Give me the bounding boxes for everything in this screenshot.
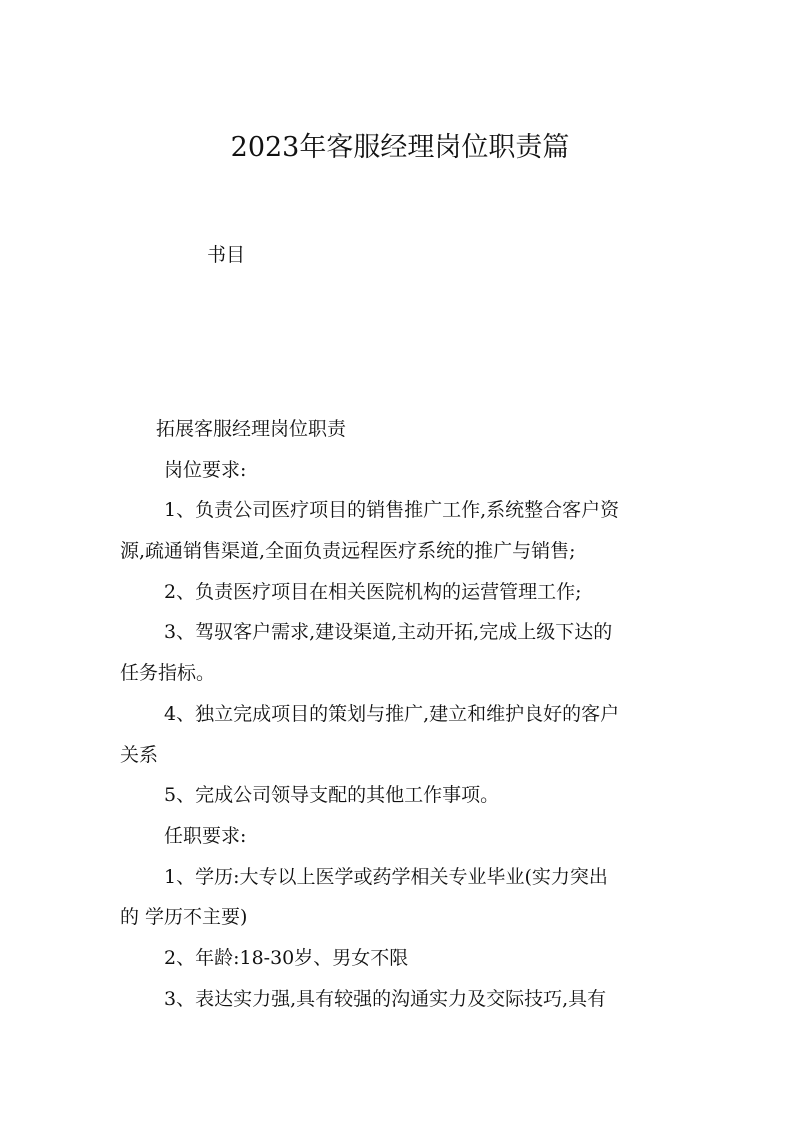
document-title: 2023年客服经理岗位职责篇 <box>230 132 570 163</box>
paragraph-line: 3、表达实力强,具有较强的沟通实力及交际技巧,具有 <box>164 987 607 1010</box>
paragraph-line: 源,疏通销售渠道,全面负责远程医疗系统的推广与销售; <box>120 540 576 563</box>
paragraph-line: 3、驾驭客户需求,建设渠道,主动开拓,完成上级下达的 <box>164 621 613 644</box>
paragraph-line: 1、学历:大专以上医学或药学相关专业毕业(实力突出 <box>164 865 608 888</box>
subsection-heading: 岗位要求: <box>164 458 247 481</box>
paragraph-line: 的 学历不主要) <box>120 906 248 929</box>
paragraph-line: 任务指标。 <box>120 662 216 685</box>
paragraph-line: 5、完成公司领导支配的其他工作事项。 <box>164 784 500 807</box>
paragraph-line: 1、负责公司医疗项目的销售推广工作,系统整合客户资 <box>164 499 620 522</box>
section-heading: 拓展客服经理岗位职责 <box>156 418 347 440</box>
subsection-heading: 任职要求: <box>164 824 247 847</box>
paragraph-line: 4、独立完成项目的策划与推广,建立和维护良好的客户 <box>164 702 620 725</box>
paragraph-line: 2、负责医疗项目在相关医院机构的运营管理工作; <box>164 580 582 603</box>
document-body <box>120 409 700 1019</box>
paragraph-line: 2、年龄:18-30岁、男女不限 <box>164 946 409 969</box>
paragraph-line: 关系 <box>120 743 159 766</box>
toc-label: 书目 <box>207 244 246 266</box>
